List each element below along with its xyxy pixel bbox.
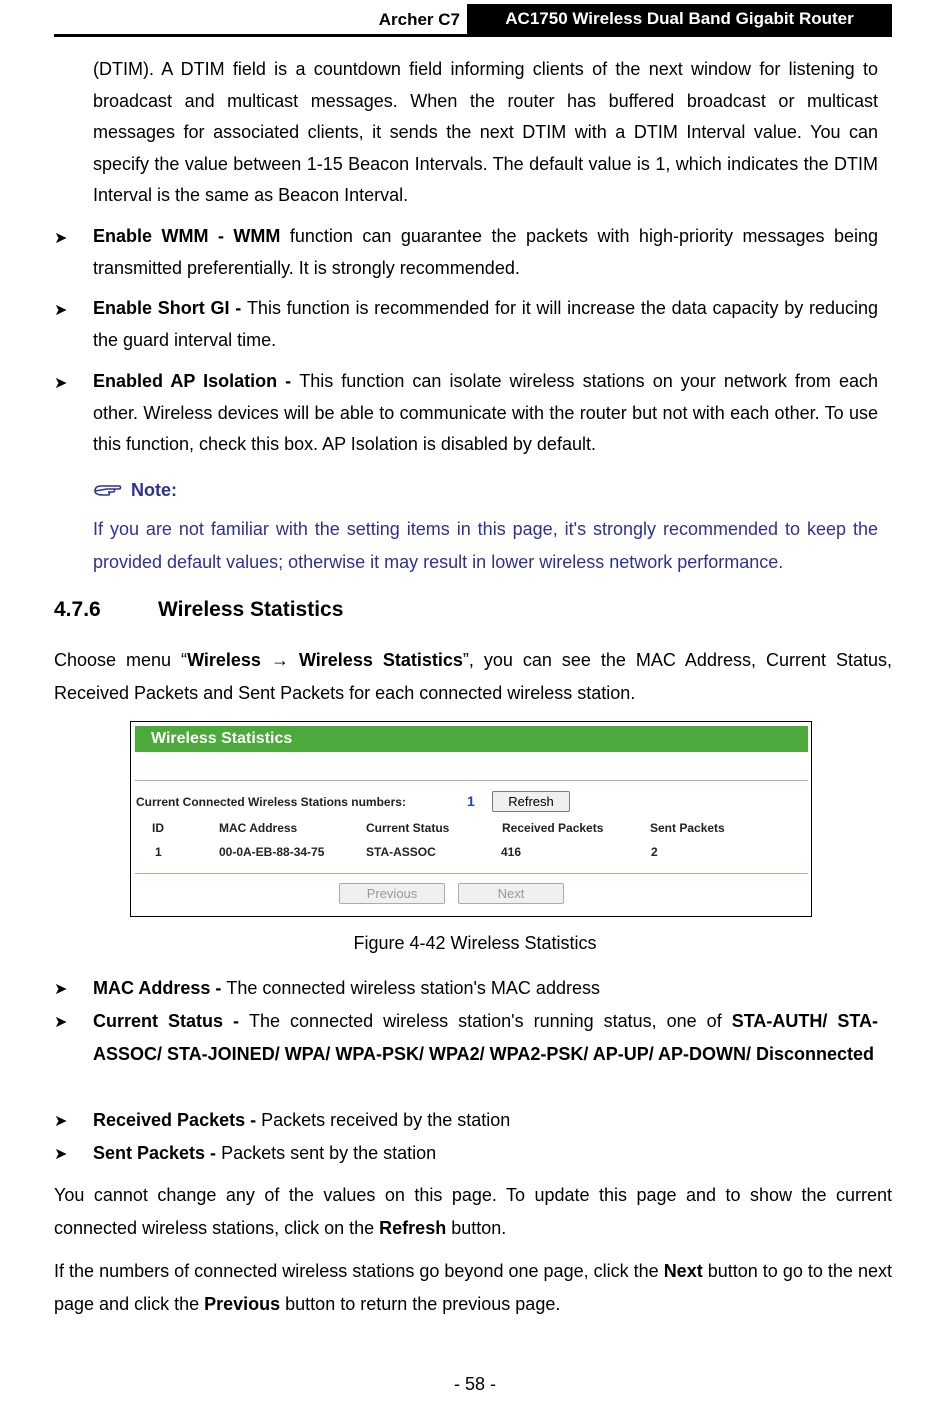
bullet-marker: ➤ bbox=[54, 981, 68, 998]
text-span: If the numbers of connected wireless stations go beyond one page, click the bbox=[54, 1261, 664, 1281]
bullet-term: Sent Packets - bbox=[93, 1143, 222, 1163]
table-cell-id: 1 bbox=[155, 845, 162, 859]
bullet-text: This function is recommended for it will increase the data capacity by reducing the guard interval time. bbox=[93, 298, 878, 350]
bullet-term: Current Status - bbox=[93, 1011, 250, 1031]
bullet-text: This function can isolate wireless stations on your network from each other. Wireless devices will be able to communicate with the router but not with each other. To use this function, check this box. AP Isolation is disabled by default. bbox=[93, 371, 878, 454]
table-cell-received: 416 bbox=[501, 845, 522, 859]
bullet-marker: ➤ bbox=[54, 302, 68, 319]
bold-previous: Previous bbox=[204, 1294, 281, 1314]
bold-next: Next bbox=[663, 1261, 703, 1281]
text-span: Choose menu “ bbox=[54, 650, 188, 670]
section-heading bbox=[54, 598, 343, 622]
status-values: STA-AUTH/ STA-ASSOC/ STA-JOINED/ WPA/ WPA-PSK/ WPA2/ WPA2-PSK/ AP-UP/ AP-DOWN/ Disconnected bbox=[93, 1011, 879, 1064]
bullet-text: The connected wireless station's MAC address bbox=[226, 978, 600, 998]
note-label: Note: bbox=[131, 480, 177, 500]
bullet-term: Enabled AP Isolation - bbox=[93, 371, 300, 391]
bold-refresh: Refresh bbox=[379, 1218, 447, 1238]
header-title: AC1750 Wireless Dual Band Gigabit Router bbox=[467, 4, 892, 34]
text-span: button to go to the next page and click the bbox=[54, 1261, 892, 1314]
next-paragraph bbox=[54, 1255, 892, 1321]
section-title: Wireless Statistics bbox=[158, 598, 344, 621]
bullet-term: Enable Short GI - bbox=[93, 298, 247, 318]
text-span: button. bbox=[446, 1218, 507, 1238]
menu-wireless: Wireless bbox=[187, 650, 261, 670]
bullet-ap-isolation bbox=[93, 366, 878, 461]
header-model: Archer C7 bbox=[378, 10, 460, 29]
bullet-marker: ➤ bbox=[54, 1014, 68, 1031]
figure-caption: Figure 4-42 Wireless Statistics bbox=[353, 933, 597, 953]
bullet-current-status bbox=[93, 1005, 878, 1071]
refresh-paragraph bbox=[54, 1179, 892, 1245]
intro-paragraph: (DTIM). A DTIM field is a countdown field informing clients of the next window for listening to broadcast and multicast messages. When the router has buffered broadcast or multicast messages for associated clients, it sends the next DTIM with a DTIM Interval value. You can specify the value between 1-15 Beacon Intervals. The default value is 1, which indicates the DTIM Interval is the same as Beacon Interval. bbox=[93, 59, 878, 205]
bullet-term: Received Packets - bbox=[93, 1110, 262, 1130]
next-button[interactable]: Next bbox=[458, 883, 564, 904]
menu-wireless-statistics: Wireless Statistics bbox=[298, 650, 463, 670]
bullet-text: function can guarantee the packets with high-priority messages being transmitted preferentially. It is strongly recommended. bbox=[93, 226, 878, 278]
note-text: If you are not familiar with the setting items in this page, it's strongly recommended to keep the provided default values; otherwise it may result in lower wireless network performance. bbox=[93, 519, 878, 572]
stations-count: 1 bbox=[467, 793, 475, 809]
bullet-text: The connected wireless station's running status, one of bbox=[249, 1011, 732, 1031]
bullet-marker: ➤ bbox=[54, 1113, 68, 1130]
table-cell-mac: 00-0A-EB-88-34-75 bbox=[219, 845, 325, 859]
choose-menu-paragraph bbox=[54, 644, 892, 710]
bullet-received-packets bbox=[93, 1104, 878, 1137]
bullet-marker: ➤ bbox=[54, 375, 68, 392]
column-header-sent: Sent Packets bbox=[650, 821, 725, 835]
divider bbox=[135, 780, 808, 781]
note-heading bbox=[93, 480, 177, 501]
wireless-statistics-screenshot bbox=[130, 721, 812, 917]
divider bbox=[135, 873, 808, 874]
text-span: You cannot change any of the values on this page. To update this page and to show the current connected wireless stations, click on the bbox=[54, 1185, 892, 1238]
bullet-mac-address bbox=[93, 972, 878, 1005]
column-header-id: ID bbox=[152, 821, 164, 835]
bullet-wmm bbox=[93, 221, 878, 284]
menu-arrow: → bbox=[260, 650, 299, 670]
stations-label: Current Connected Wireless Stations numbers: bbox=[136, 795, 406, 809]
page-header bbox=[54, 4, 892, 37]
column-header-mac: MAC Address bbox=[219, 821, 298, 835]
table-cell-status: STA-ASSOC bbox=[366, 845, 436, 859]
bullet-marker: ➤ bbox=[54, 1146, 68, 1163]
pointing-hand-icon bbox=[93, 482, 123, 500]
bullet-text: Packets sent by the station bbox=[221, 1143, 437, 1163]
previous-button[interactable]: Previous bbox=[339, 883, 445, 904]
bullet-term: MAC Address - bbox=[93, 978, 227, 998]
table-cell-sent: 2 bbox=[651, 845, 658, 859]
refresh-button[interactable]: Refresh bbox=[492, 791, 570, 812]
text-span: button to return the previous page. bbox=[280, 1294, 561, 1314]
bullet-text: Packets received by the station bbox=[261, 1110, 511, 1130]
panel-title-bar: Wireless Statistics bbox=[135, 726, 808, 752]
section-number: 4.7.6 bbox=[54, 598, 101, 621]
bullet-marker: ➤ bbox=[54, 230, 68, 247]
page-number: - 58 - bbox=[453, 1374, 496, 1394]
bullet-term: Enable WMM - WMM bbox=[93, 226, 281, 246]
text-span: ”, you can see the MAC Address, Current Status, Received Packets and Sent Packets for each connected wireless station. bbox=[54, 650, 892, 703]
column-header-received: Received Packets bbox=[502, 821, 604, 835]
column-header-status: Current Status bbox=[366, 821, 450, 835]
bullet-sent-packets bbox=[93, 1137, 878, 1170]
bullet-short-gi bbox=[93, 293, 878, 356]
